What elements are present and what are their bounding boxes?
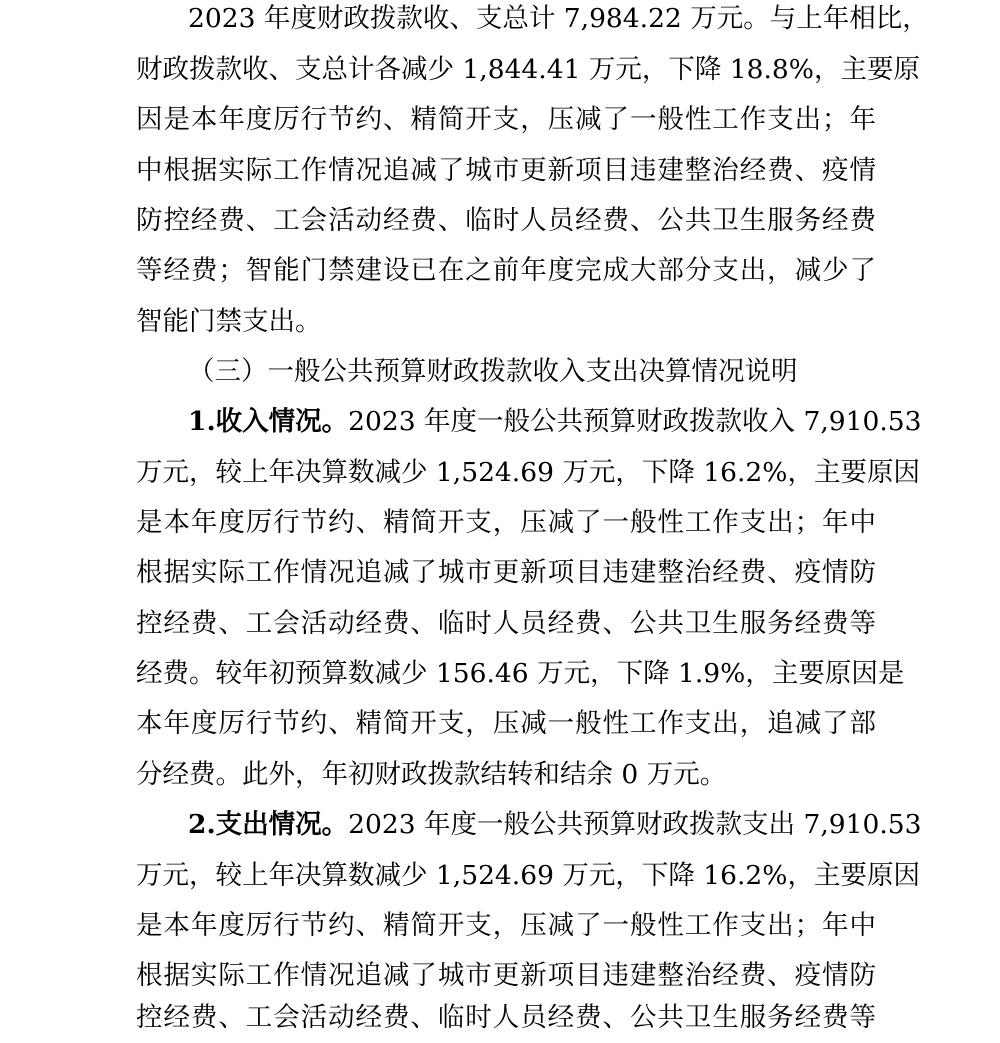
paragraph-2-line-7: 本年度厉行节约、精简开支，压减一般性工作支出，追减了部 [136,708,876,739]
paragraph-2-line-2: 万元，较上年决算数减少 1,524.69 万元，下降 16.2%，主要原因 [136,457,920,488]
paragraph-1-line-2: 财政拨款收、支总计各减少 1,844.41 万元，下降 18.8%，主要原 [136,54,920,85]
paragraph-3-line-2: 万元，较上年决算数减少 1,524.69 万元，下降 16.2%，主要原因 [136,860,920,891]
paragraph-2-line-8: 分经费。此外，年初财政拨款结转和结余 0 万元。 [136,759,727,790]
paragraph-1-line-5: 防控经费、工会活动经费、临时人员经费、公共卫生服务经费 [136,205,876,236]
paragraph-3-line-5: 控经费、工会活动经费、临时人员经费、公共卫生服务经费等 [136,1002,876,1033]
paragraph-3-line-1 [188,800,922,850]
paragraph-1-line-4: 中根据实际工作情况追减了城市更新项目违建整治经费、疫情 [136,155,876,186]
paragraph-2-line-4: 根据实际工作情况追减了城市更新项目违建整治经费、疫情防 [136,557,876,588]
paragraph-3-line-4: 根据实际工作情况追减了城市更新项目违建整治经费、疫情防 [136,960,876,991]
paragraph-3-line-1-text: 2023 年度一般公共预算财政拨款支出 7,910.53 [348,809,922,840]
paragraph-1-line-1: 2023 年度财政拨款收、支总计 7,984.22 万元。与上年相比， [188,3,929,34]
paragraph-2-line-5: 控经费、工会活动经费、临时人员经费、公共卫生服务经费等 [136,608,876,639]
income-label: 1.收入情况。 [188,406,349,437]
paragraph-3-line-3: 是本年度厉行节约、精简开支，压减了一般性工作支出；年中 [136,910,876,941]
paragraph-1-line-3: 因是本年度厉行节约、精简开支，压减了一般性工作支出；年 [136,104,876,135]
paragraph-2-line-1-text: 2023 年度一般公共预算财政拨款收入 7,910.53 [348,406,922,437]
section-heading-3: （三）一般公共预算财政拨款收入支出决算情况说明 [188,356,798,387]
paragraph-2-line-3: 是本年度厉行节约、精简开支，压减了一般性工作支出；年中 [136,507,876,538]
expenditure-label: 2.支出情况。 [188,809,349,840]
paragraph-2-line-6: 经费。较年初预算数减少 156.46 万元，下降 1.9%，主要原因是 [136,658,905,689]
paragraph-2-line-1 [188,397,922,447]
paragraph-1-line-6: 等经费；智能门禁建设已在之前年度完成大部分支出，减少了 [136,255,876,286]
paragraph-1-line-7: 智能门禁支出。 [136,306,322,337]
